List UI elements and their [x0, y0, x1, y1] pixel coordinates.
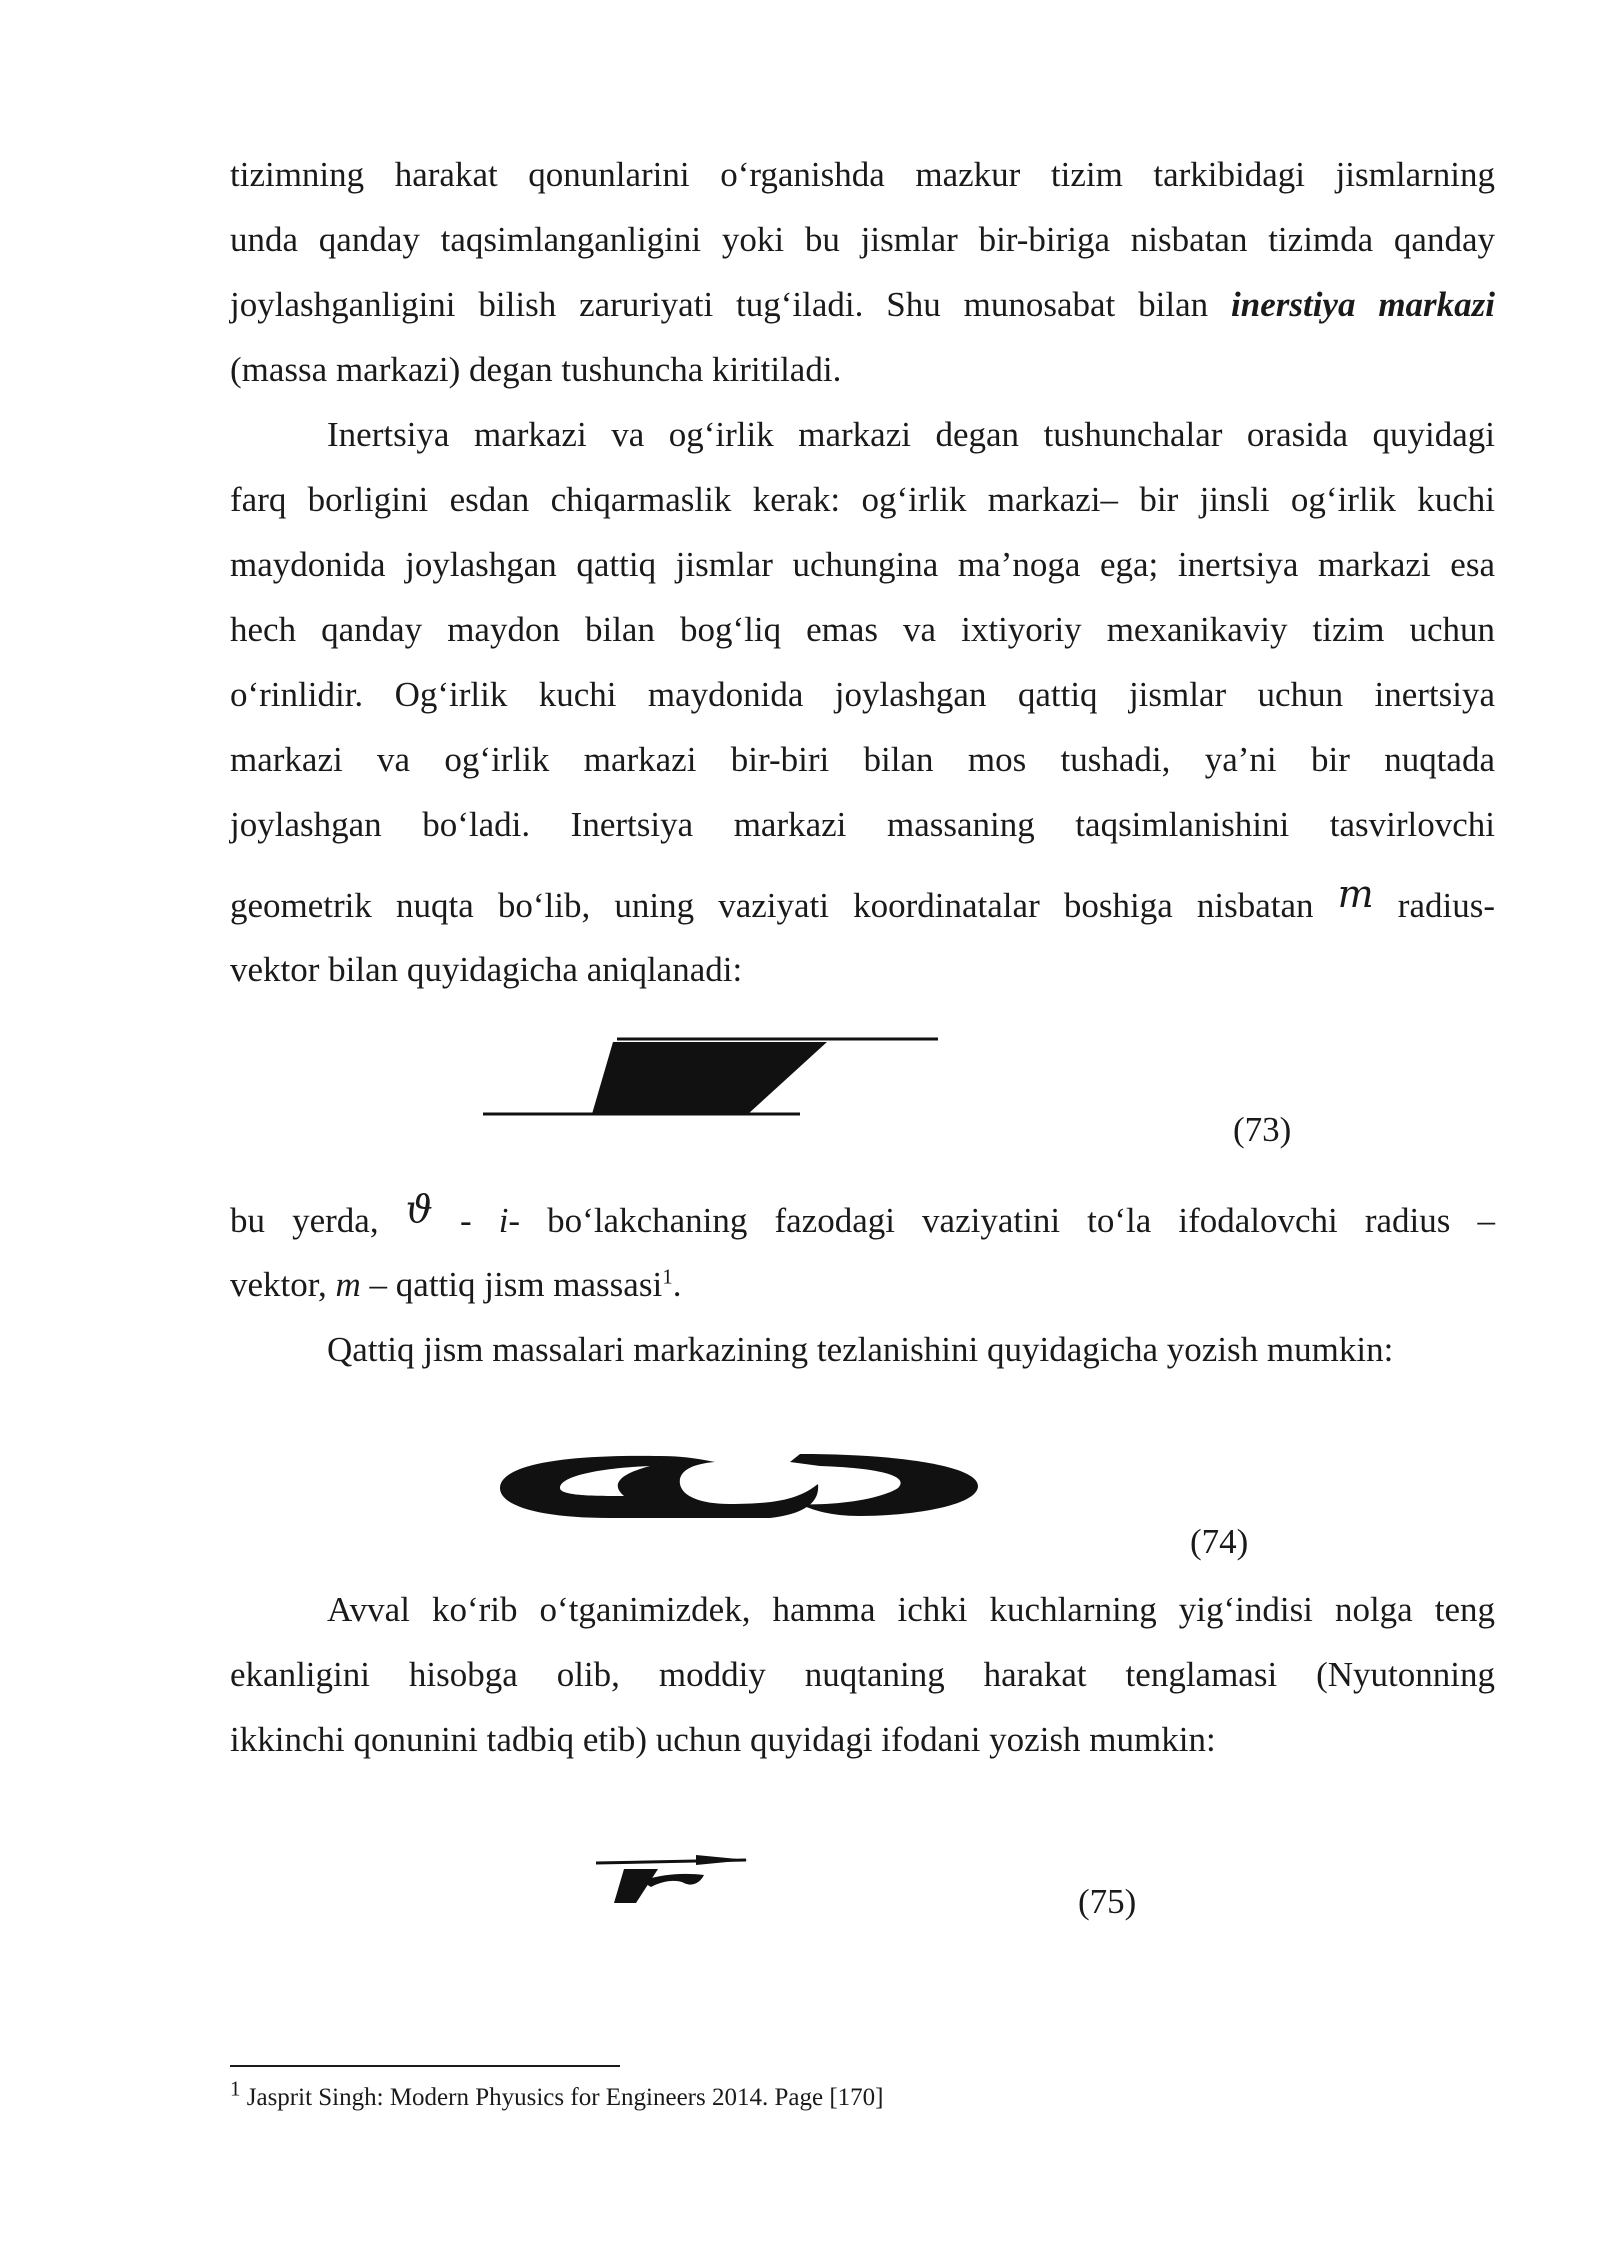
symbol-m: m — [1337, 872, 1374, 916]
paragraph-5-line-2: ekanligini hisobga olib, moddiy nuqtaning harakat tenglamasi (Nyutonning — [230, 1655, 1495, 1694]
symbol-theta: ϑ — [405, 1187, 433, 1231]
paragraph-3-line-2 — [230, 1252, 1495, 1317]
footnote-text: Jasprit Singh: Modern Phyusics for Engineers 2014. Page [170] — [246, 2084, 884, 2111]
equation-73-number: (73) — [1233, 1110, 1292, 1149]
footnote-reference[interactable]: 1 — [662, 1264, 673, 1289]
paragraph-3-dash: - — [459, 1201, 472, 1240]
paragraph-3-line-2-text: vektor, — [230, 1265, 327, 1304]
equation-74-number: (74) — [1190, 1522, 1249, 1561]
paragraph-2-line-4: hech qanday maydon bilan bog‘liq emas va ixtiyoriy mexanikaviy tizim uchun — [230, 610, 1495, 649]
paragraph-2-line-6: markazi va og‘irlik markazi bir-biri bilan mos tushadi, ya’ni bir nuqtada — [230, 740, 1495, 779]
index-i: i- — [498, 1201, 521, 1240]
equation-75-image — [596, 1855, 756, 1907]
paragraph-3-line-2-end: – qattiq jism massasi — [369, 1265, 663, 1304]
paragraph-2-line-8-end: radius- — [1397, 886, 1495, 925]
paragraph-2-line-8-text: geometrik nuqta bo‘lib, uning vaziyati koordinatalar boshiga nisbatan — [230, 886, 1314, 925]
paragraph-1-line-4: (massa markazi) degan tushuncha kiritiladi. — [230, 350, 842, 389]
term-inertia-center: inerstiya markazi — [1231, 285, 1496, 324]
paragraph-2-line-3: maydonida joylashgan qattiq jismlar uchungina ma’noga ega; inertsiya markazi esa — [230, 545, 1495, 584]
paragraph-3-line-1 — [230, 1187, 1495, 1253]
paragraph-2-line-5: o‘rinlidir. Og‘irlik kuchi maydonida joylashgan qattiq jismlar uchun inertsiya — [230, 675, 1495, 714]
footnote — [230, 2076, 884, 2112]
paragraph-2-line-7: joylashgan bo‘ladi. Inertsiya markazi massaning taqsimlanishini tasvirlovchi — [230, 805, 1495, 844]
paragraph-3-line-1-text: bu yerda, — [230, 1201, 379, 1240]
paragraph-2-line-9: vektor bilan quyidagicha aniqlanadi: — [230, 950, 743, 989]
footnote-separator — [230, 2065, 620, 2067]
paragraph-2-line-2: farq borligini esdan chiqarmaslik kerak: og‘irlik markazi– bir jinsli og‘irlik kuchi — [230, 480, 1495, 519]
paragraph-5-line-1: Avval ko‘rib o‘tganimizdek, hamma ichki kuchlarning yig‘indisi nolga teng — [327, 1590, 1495, 1629]
paragraph-5-line-3: ikkinchi qonunini tadbiq etib) uchun quyidagi ifodani yozish mumkin: — [230, 1720, 1216, 1759]
paragraph-1-line-2: unda qanday taqsimlanganligini yoki bu jismlar bir-biriga nisbatan tizimda qanday — [230, 220, 1495, 259]
paragraph-1-line-3 — [230, 272, 1495, 337]
paragraph-2-line-1: Inertsiya markazi va og‘irlik markazi degan tushunchalar orasida quyidagi — [327, 415, 1495, 454]
footnote-marker: 1 — [230, 2076, 241, 2101]
equation-74-image — [500, 1448, 980, 1523]
equation-75-number: (75) — [1078, 1882, 1137, 1921]
paragraph-3-period: . — [672, 1265, 682, 1304]
symbol-mass: m — [335, 1265, 361, 1304]
equation-73-image — [480, 1032, 940, 1122]
paragraph-1-line-3-text: joylashganligini bilish zaruriyati tug‘iladi. Shu munosabat bilan — [230, 285, 1209, 324]
paragraph-2-line-8 — [230, 872, 1495, 938]
paragraph-3-line-1-end: bo‘lakchaning fazodagi vaziyatini to‘la ifodalovchi radius – — [547, 1201, 1495, 1240]
paragraph-1-line-1: tizimning harakat qonunlarini o‘rganishda mazkur tizim tarkibidagi jismlarning — [230, 155, 1495, 194]
paragraph-4-line-1: Qattiq jism massalari markazining tezlanishini quyidagicha yozish mumkin: — [327, 1330, 1394, 1369]
